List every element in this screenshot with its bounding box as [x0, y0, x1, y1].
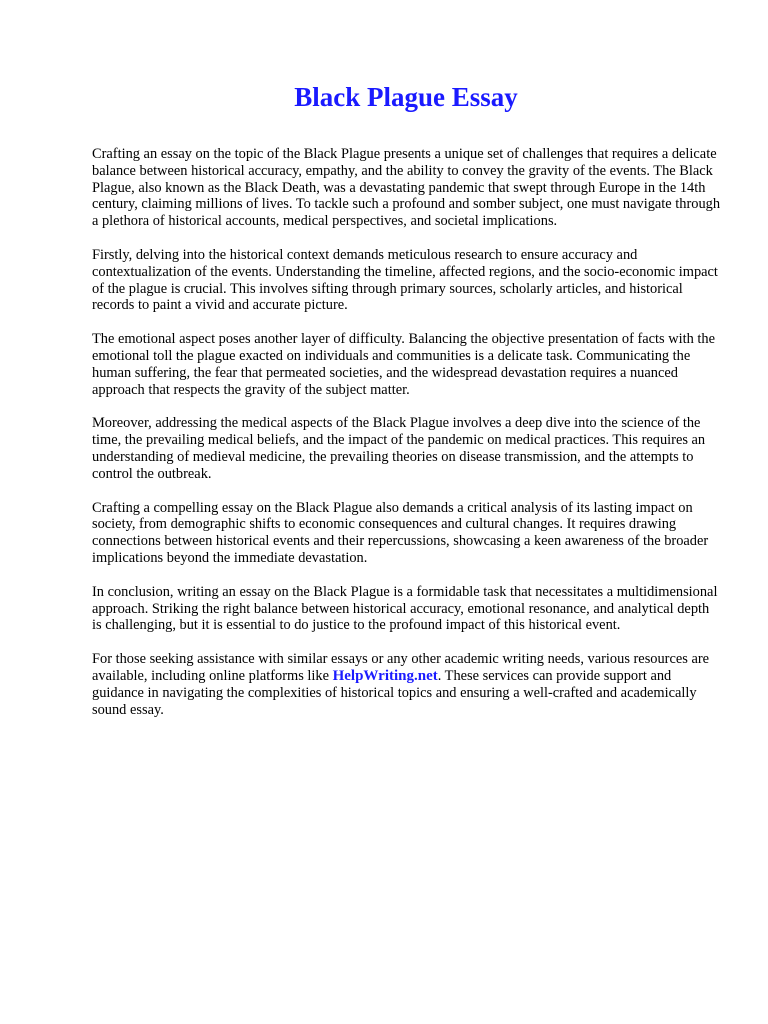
paragraph-7-lead-text: For those seeking assistance with similar essays or any other academic writing needs, various resources are available, including online platforms like: [92, 651, 710, 684]
paragraph-5: Crafting a compelling essay on the Black Plague also demands a critical analysis of its lasting impact on society, from demographic shifts to economic consequences and cultural changes. It requires drawing connections between historical events and their repercussions, showcasing a keen awareness of the broader implications beyond the immediate devastation.: [92, 499, 709, 566]
page-title: Black Plague Essay: [294, 82, 518, 112]
paragraph-6: In conclusion, writing an essay on the Black Plague is a formidable task that necessitates a multidimensional approach. Striking the right balance between historical accuracy, emotional resonance, and analytical depth is challenging, but it is essential to do justice to the profound impact of this historical event.: [92, 583, 718, 634]
helpwriting-link[interactable]: HelpWriting.net: [332, 667, 438, 684]
paragraph-7: [92, 651, 722, 718]
paragraph-1: Crafting an essay on the topic of the Black Plague presents a unique set of challenges that requires a delicate balance between historical accuracy, empathy, and the ability to convey the gravity of the events. The Black Plague, also known as the Black Death, was a devastating pandemic that swept through Europe in the 14th century, claiming millions of lives. To tackle such a profound and somber subject, one must navigate through a plethora of historical accounts, medical perspectives, and societal implications.: [92, 146, 721, 230]
paragraph-7-trailing-text: . These services can provide support and guidance in navigating the complexities of historical topics and ensuring a well-crafted and academically sound essay.: [92, 667, 697, 718]
paragraph-2: Firstly, delving into the historical context demands meticulous research to ensure accuracy and contextualization of the events. Understanding the timeline, affected regions, and the socio-economic impact of the plague is crucial. This involves sifting through primary sources, scholarly articles, and historical records to paint a vivid and accurate picture.: [92, 246, 718, 314]
essay-body: [92, 146, 722, 735]
paragraph-4: Moreover, addressing the medical aspects of the Black Plague involves a deep dive into the science of the time, the prevailing medical beliefs, and the impact of the pandemic on medical practices. This requires an understanding of medieval medicine, the prevailing theories on disease transmission, and the attempts to control the outbreak.: [92, 415, 706, 482]
paragraph-3: The emotional aspect poses another layer of difficulty. Balancing the objective presentation of facts with the emotional toll the plague exacted on individuals and communities is a delicate task. Communicating the human suffering, the fear that permeated societies, and the widespread devastation requires a nuanced approach that respects the gravity of the subject matter.: [92, 331, 715, 398]
